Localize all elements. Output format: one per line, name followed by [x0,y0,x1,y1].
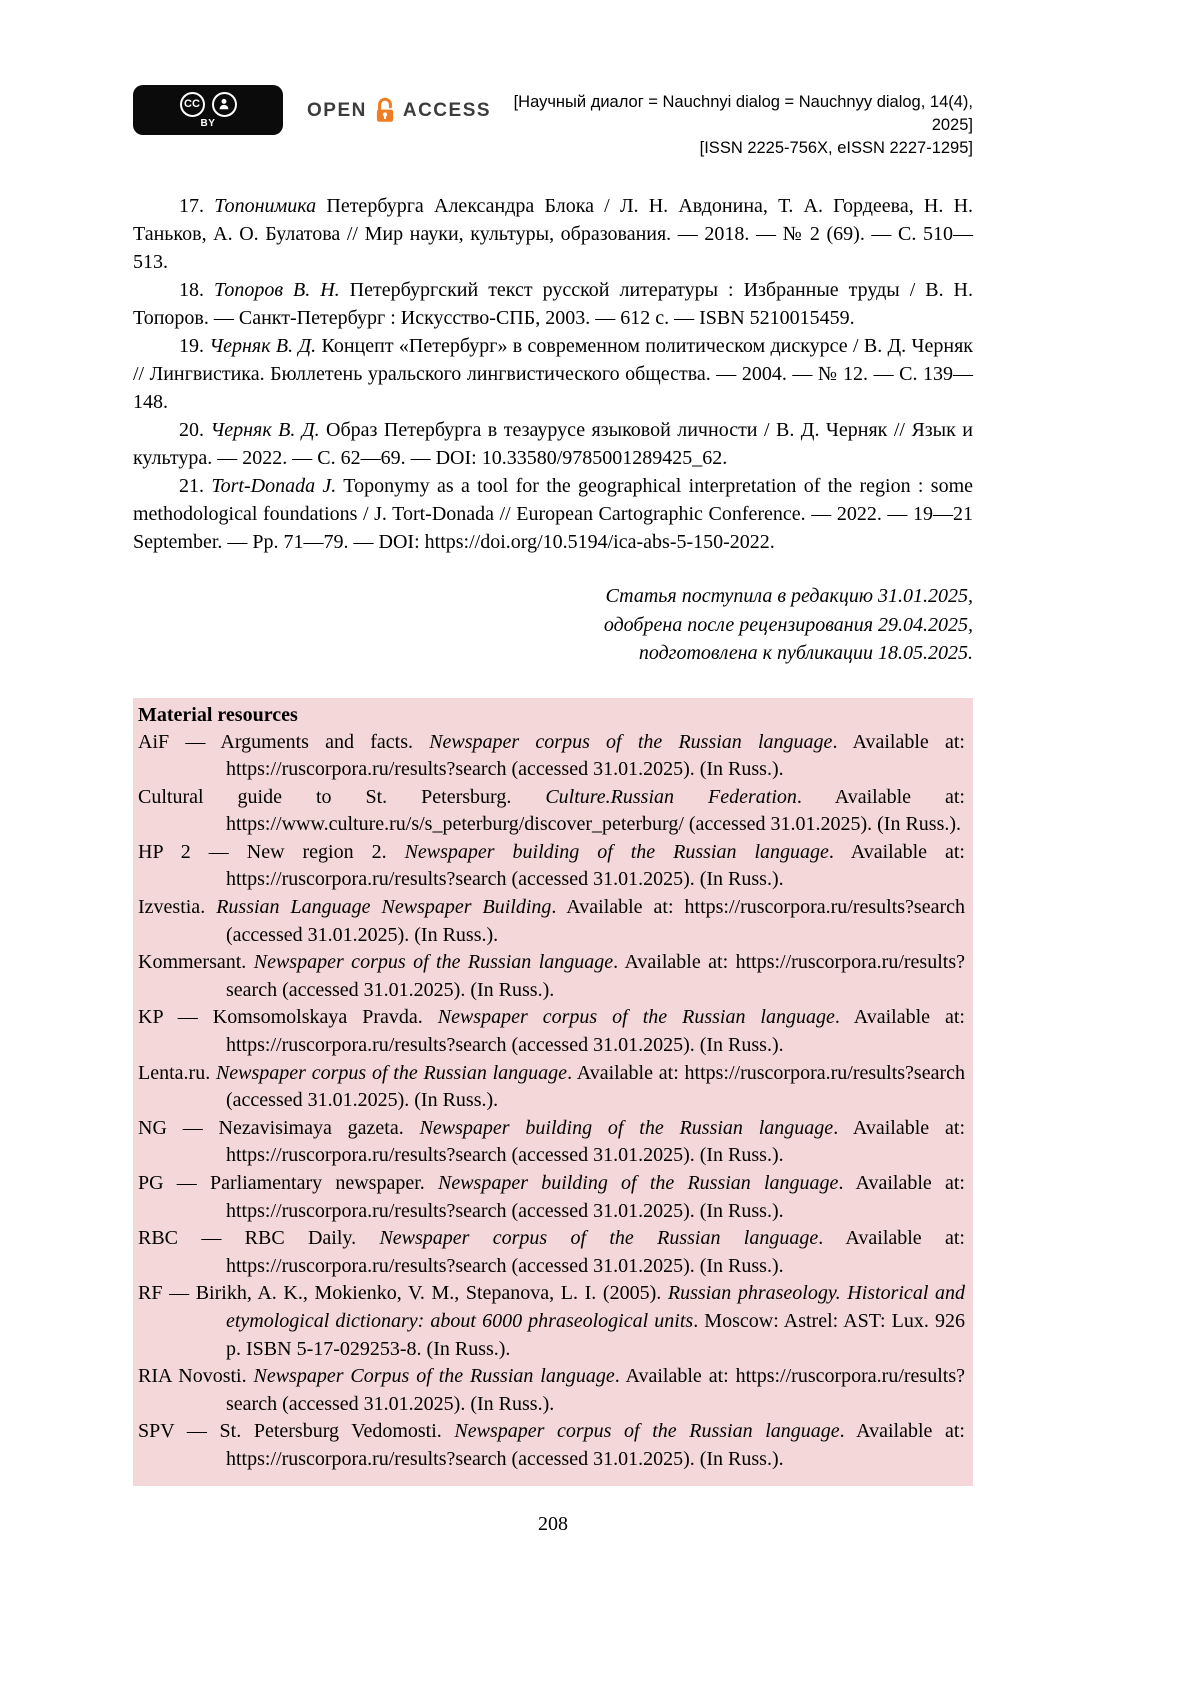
cc-by-label: BY [200,117,216,129]
material-resource-item: RBC — RBC Daily. Newspaper corpus of the Russian language. Available at: https://ruscorpora.ru/results?search (accessed 31.01.2025). (In Russ.). [138,1227,965,1277]
journal-title-line: [Научный диалог = Nauchnyi dialog = Nauchnyy dialog, 14(4), 2025] [513,93,973,134]
open-access-access-label: ACCESS [402,99,492,121]
material-resources-section [133,698,973,1486]
cc-icon: CC [180,92,205,117]
material-resource-item: RF — Birikh, A. K., Mokienko, V. M., Stepanova, L. I. (2005). Russian phraseology. Historical and etymological dictionary: about 6000 phraseological units. Moscow: Astrel: AST: Lux. 926 p. ISBN 5-17-029253-8. (In Russ.). [138,1282,965,1360]
reference-item-20: 20. Черняк В. Д. Образ Петербурга в тезаурусе языковой личности / В. Д. Черняк // Язык и культура. — 2022. — С. 62—69. — DOI: 10.33580/9785001289425_62. [133,419,974,469]
material-resource-item: Kommersant. Newspaper corpus of the Russian language. Available at: https://ruscorpora.ru/results?search (accessed 31.01.2025). (In Russ.). [138,951,965,1001]
reference-item-21: 21. Tort-Donada J. Toponymy as a tool for the geographical interpretation of the region : some methodological foundations / J. Tort-Donada // European Cartographic Conference. — 2022. — 19—21 September. — Pp. 71—79. — DOI: https://doi.org/10.5194/ica-abs-5-150-2022. [133,475,974,553]
cc-icons-row [180,92,237,117]
cc-by-badge [133,85,283,135]
submission-received-line: Статья поступила в редакцию 31.01.2025, [605,585,973,607]
material-resources-heading: Material resources [138,703,298,726]
reference-item-18: 18. Топоров В. Н. Петербургский текст русской литературы : Избранные труды / В. Н. Топоров. — Санкт-Петербург : Искусство-СПБ, 2003. — 612 с. — ISBN 5210015459. [133,279,973,329]
open-access-open-label: OPEN [307,99,367,121]
page-header [133,85,973,160]
submission-prepared-line: подготовлена к публикации 18.05.2025. [638,642,973,664]
reference-item-19: 19. Черняк В. Д. Концепт «Петербург» в современном политическом дискурсе / В. Д. Черняк // Лингвистика. Бюллетень уральского лингвистического общества. — 2004. — № 12. — С. 139—148. [133,335,973,413]
material-resource-item: KP — Komsomolskaya Pravda. Newspaper corpus of the Russian language. Available at: https://ruscorpora.ru/results?search (accessed 31.01.2025). (In Russ.). [138,1006,965,1057]
submission-note [133,582,973,668]
reference-item-17: 17. Топонимика Петербурга Александра Блока / Л. Н. Авдонина, Т. А. Гордеева, Н. Н. Таньков, А. О. Булатова // Мир науки, культуры, образования. — 2018. — № 2 (69). — С. 510—513. [133,195,974,273]
material-resource-item: RIA Novosti. Newspaper Corpus of the Russian language. Available at: https://ruscorpora.ru/results?search (accessed 31.01.2025). (In Russ.). [138,1365,965,1415]
references-section [133,192,973,556]
page-footer [133,1510,973,1538]
open-padlock-icon [374,97,396,124]
material-resource-item: PG — Parliamentary newspaper. Newspaper building of the Russian language. Available at: https://ruscorpora.ru/results?search (accessed 31.01.2025). (In Russ.). [138,1172,965,1222]
person-icon [212,92,237,117]
material-resource-item: Izvestia. Russian Language Newspaper Building. Available at: https://ruscorpora.ru/results?search (accessed 31.01.2025). (In Russ.). [138,896,966,946]
page-body [133,192,973,1486]
page-number: 208 [538,1512,568,1535]
submission-approved-line: одобрена после рецензирования 29.04.2025, [603,613,973,636]
material-resource-item: SPV — St. Petersburg Vedomosti. Newspaper corpus of the Russian language. Available at: https://ruscorpora.ru/results?search (accessed 31.01.2025). (In Russ.). [138,1420,965,1470]
material-resource-item: Lenta.ru. Newspaper corpus of the Russian language. Available at: https://ruscorpora.ru/results?search (accessed 31.01.2025). (In Russ.). [138,1061,966,1112]
issn-line: [ISSN 2225-756X, eISSN 2227-1295] [699,139,973,157]
material-resource-item: AiF — Arguments and facts. Newspaper corpus of the Russian language. Available at: https://ruscorpora.ru/results?search (accessed 31.01.2025). (In Russ.). [138,730,965,781]
journal-header [491,91,973,160]
material-resource-item: NG — Nezavisimaya gazeta. Newspaper building of the Russian language. Available at: https://ruscorpora.ru/results?search (accessed 31.01.2025). (In Russ.). [138,1116,966,1167]
material-resource-item: HP 2 — New region 2. Newspaper building of the Russian language. Available at: https://ruscorpora.ru/results?search (accessed 31.01.2025). (In Russ.). [138,840,965,891]
open-access-logo [307,97,491,124]
material-resource-item: Cultural guide to St. Petersburg. Culture.Russian Federation. Available at: https://www.culture.ru/s/s_peterburg/discover_peterburg/ (accessed 31.01.2025). (In Russ.). [138,785,965,836]
